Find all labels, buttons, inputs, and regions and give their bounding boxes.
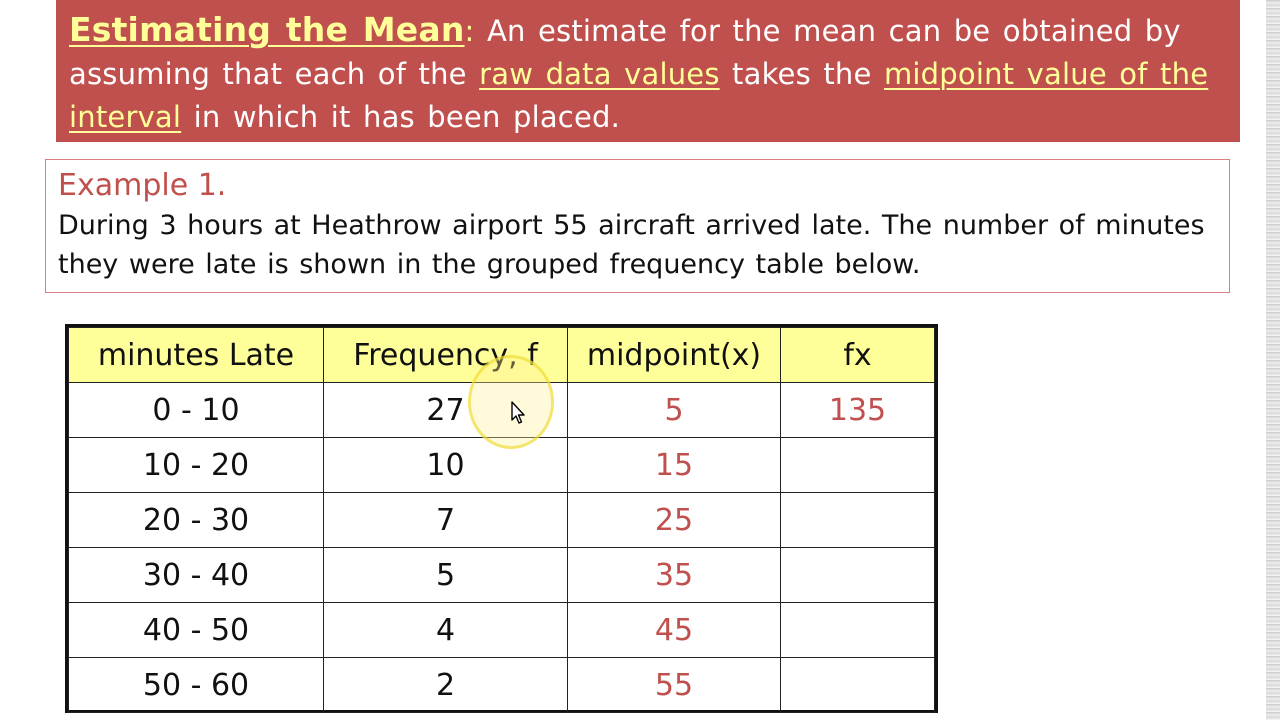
header-frequency: Frequency, f	[324, 328, 568, 383]
example-text: During 3 hours at Heathrow airport 55 aircraft arrived late. The number of minutes they were late is shown in the grouped frequency table below.	[58, 210, 1205, 280]
definition-banner	[56, 0, 1240, 142]
cell-interval: 40 - 50	[69, 603, 324, 658]
highlight-midpoint: midpoint value of the interval	[69, 57, 1209, 134]
table-row	[69, 658, 935, 713]
example-box	[45, 159, 1230, 293]
cell-fx	[781, 493, 935, 548]
definition-text-1: An estimate for the mean can be obtained by assuming that each of the	[69, 14, 1181, 91]
highlight-raw-data: raw data values	[479, 57, 720, 91]
table-row	[69, 493, 935, 548]
cell-frequency: 27	[324, 383, 568, 438]
cell-interval: 30 - 40	[69, 548, 324, 603]
cell-interval: 0 - 10	[69, 383, 324, 438]
cell-interval: 10 - 20	[69, 438, 324, 493]
cell-midpoint: 55	[568, 658, 781, 713]
cell-midpoint: 35	[568, 548, 781, 603]
cell-midpoint: 25	[568, 493, 781, 548]
cell-fx	[781, 603, 935, 658]
cell-frequency: 10	[324, 438, 568, 493]
cell-fx	[781, 438, 935, 493]
edge-strip	[1266, 0, 1280, 720]
header-midpoint: midpoint(x)	[568, 328, 781, 383]
table-row	[69, 548, 935, 603]
header-minutes-late: minutes Late	[69, 328, 324, 383]
cell-midpoint: 45	[568, 603, 781, 658]
cell-fx	[781, 658, 935, 713]
cell-frequency: 7	[324, 493, 568, 548]
definition-heading: Estimating the Mean	[69, 10, 465, 49]
cell-midpoint: 5	[568, 383, 781, 438]
cell-frequency: 2	[324, 658, 568, 713]
example-title: Example 1.	[58, 168, 227, 203]
table-row	[69, 603, 935, 658]
cell-midpoint: 15	[568, 438, 781, 493]
cell-fx	[781, 548, 935, 603]
header-fx: fx	[781, 328, 935, 383]
definition-text-3: in which it has been placed.	[181, 100, 621, 134]
heading-colon: :	[464, 14, 475, 48]
cell-fx: 135	[781, 383, 935, 438]
definition-text-2: takes the	[719, 57, 884, 91]
cell-frequency: 4	[324, 603, 568, 658]
cell-frequency: 5	[324, 548, 568, 603]
cell-interval: 20 - 30	[69, 493, 324, 548]
mouse-pointer-icon	[511, 401, 527, 427]
table-row	[69, 438, 935, 493]
cell-interval: 50 - 60	[69, 658, 324, 713]
